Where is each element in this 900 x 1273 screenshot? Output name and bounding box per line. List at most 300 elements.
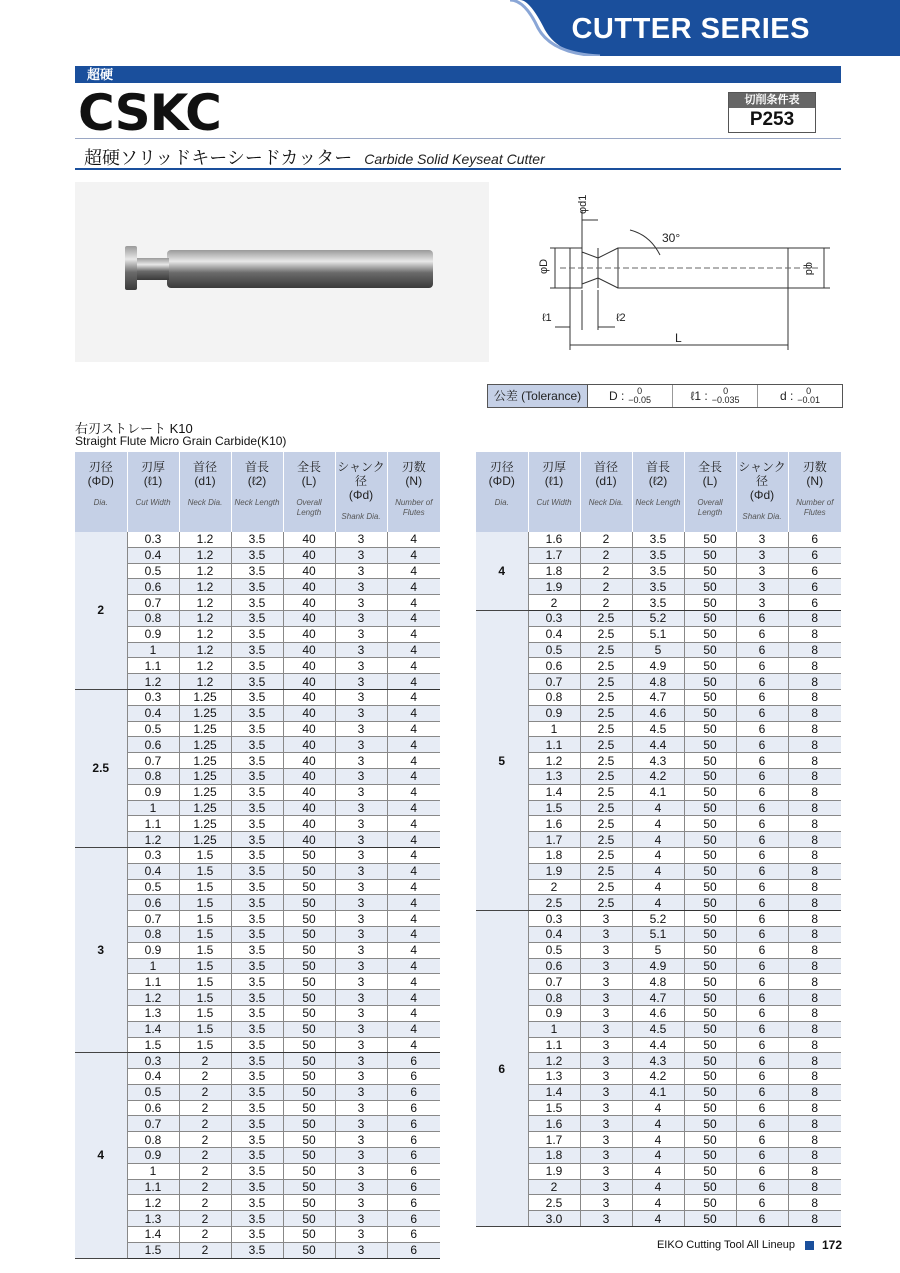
table-cell: 1.3 (528, 1069, 580, 1085)
table-cell: 3 (335, 1242, 387, 1258)
table-cell: 1.2 (127, 1195, 179, 1211)
table-cell: 0.5 (127, 721, 179, 737)
table-cell: 3 (335, 784, 387, 800)
table-cell: 3.5 (231, 1179, 283, 1195)
table-cell: 1.2 (179, 642, 231, 658)
table-cell: 2 (179, 1195, 231, 1211)
table-cell: 6 (736, 1148, 788, 1164)
table-row (75, 1069, 440, 1085)
dia-group-cell: 6 (476, 911, 528, 1227)
table-cell: 2 (179, 1211, 231, 1227)
table-row (75, 642, 440, 658)
table-row (75, 1148, 440, 1164)
table-row (476, 753, 841, 769)
table-cell: 3.5 (231, 642, 283, 658)
table-cell: 4 (387, 784, 440, 800)
table-cell: 1.25 (179, 753, 231, 769)
table-row (75, 974, 440, 990)
table-cell: 6 (736, 1037, 788, 1053)
table-cell: 0.5 (528, 642, 580, 658)
table-row (476, 595, 841, 611)
dia-group-cell: 2 (75, 532, 127, 689)
table-row (75, 579, 440, 595)
table-cell: 4 (632, 1195, 684, 1211)
table-cell: 8 (788, 658, 841, 674)
table-cell: 50 (684, 563, 736, 579)
table-cell: 0.7 (528, 674, 580, 690)
table-row (75, 1179, 440, 1195)
table-cell: 0.9 (127, 942, 179, 958)
table-cell: 6 (387, 1195, 440, 1211)
table-cell: 3 (335, 847, 387, 863)
table-cell: 5.2 (632, 911, 684, 927)
table-row (476, 1053, 841, 1069)
table-cell: 50 (684, 1195, 736, 1211)
table-cell: 4 (387, 658, 440, 674)
table-cell: 6 (387, 1242, 440, 1258)
table-cell: 6 (788, 579, 841, 595)
table-cell: 4.5 (632, 1021, 684, 1037)
table-cell: 1.25 (179, 737, 231, 753)
table-cell: 50 (684, 1132, 736, 1148)
table-cell: 3.5 (231, 847, 283, 863)
table-cell: 5 (632, 942, 684, 958)
table-cell: 3 (335, 1195, 387, 1211)
table-cell: 50 (283, 1116, 335, 1132)
table-cell: 0.5 (127, 563, 179, 579)
table-cell: 50 (684, 705, 736, 721)
table-cell: 3 (335, 863, 387, 879)
table-cell: 50 (684, 610, 736, 626)
table-cell: 6 (736, 1069, 788, 1085)
dim-D-label: φD (538, 258, 550, 274)
table-cell: 1.2 (528, 1053, 580, 1069)
table-row (476, 863, 841, 879)
product-subtitle (84, 144, 545, 170)
table-cell: 6 (736, 926, 788, 942)
table-cell: 8 (788, 1195, 841, 1211)
column-header: 首径 (d1) Neck Dia. (179, 452, 231, 532)
table-cell: 8 (788, 847, 841, 863)
table-cell: 1.25 (179, 784, 231, 800)
table-cell: 3 (335, 626, 387, 642)
table-cell: 2.5 (580, 816, 632, 832)
table-cell: 6 (387, 1211, 440, 1227)
table-cell: 1.5 (179, 942, 231, 958)
table-cell: 0.7 (127, 595, 179, 611)
table-cell: 8 (788, 1005, 841, 1021)
table-cell: 0.4 (528, 626, 580, 642)
table-cell: 6 (788, 547, 841, 563)
table-cell: 6 (736, 610, 788, 626)
table-cell: 4 (632, 879, 684, 895)
table-cell: 3 (335, 1132, 387, 1148)
table-cell: 8 (788, 1148, 841, 1164)
table-cell: 40 (283, 642, 335, 658)
table-cell: 1.8 (528, 563, 580, 579)
table-row (75, 1195, 440, 1211)
table-cell: 0.9 (127, 784, 179, 800)
table-cell: 3 (335, 532, 387, 547)
table-cell: 50 (684, 863, 736, 879)
table-cell: 8 (788, 1069, 841, 1085)
table-cell: 0.9 (528, 705, 580, 721)
table-cell: 3 (335, 926, 387, 942)
table-row (75, 1100, 440, 1116)
table-cell: 3.5 (231, 610, 283, 626)
table-row (476, 895, 841, 911)
table-cell: 1.4 (528, 784, 580, 800)
table-cell: 1.6 (528, 532, 580, 547)
table-cell: 2 (528, 595, 580, 611)
table-row (75, 674, 440, 690)
table-cell: 3.5 (231, 1163, 283, 1179)
table-cell: 0.8 (528, 689, 580, 705)
table-row (476, 610, 841, 626)
table-cell: 0.3 (127, 847, 179, 863)
table-cell: 0.7 (127, 753, 179, 769)
table-row (476, 563, 841, 579)
table-cell: 50 (684, 768, 736, 784)
table-cell: 1.25 (179, 832, 231, 848)
table-cell: 4 (632, 863, 684, 879)
table-cell: 1.5 (179, 863, 231, 879)
table-cell: 0.8 (127, 926, 179, 942)
table-cell: 2 (179, 1179, 231, 1195)
table-cell: 3.5 (231, 705, 283, 721)
table-cell: 4 (387, 753, 440, 769)
cutting-conditions-page[interactable]: P253 (749, 109, 795, 130)
table-cell: 1.7 (528, 547, 580, 563)
table-cell: 0.8 (127, 1132, 179, 1148)
table-cell: 4.7 (632, 990, 684, 1006)
table-cell: 8 (788, 816, 841, 832)
table-cell: 1.5 (127, 1037, 179, 1053)
table-cell: 2 (528, 879, 580, 895)
table-cell: 1.9 (528, 863, 580, 879)
table-cell: 3.5 (231, 737, 283, 753)
table-row (75, 658, 440, 674)
table-cell: 50 (283, 911, 335, 927)
table-cell: 50 (684, 579, 736, 595)
table-cell: 8 (788, 800, 841, 816)
table-cell: 6 (736, 1005, 788, 1021)
table-row (476, 1148, 841, 1164)
table-cell: 1.5 (179, 847, 231, 863)
table-cell: 6 (736, 1132, 788, 1148)
table-cell: 3 (736, 563, 788, 579)
table-cell: 50 (684, 595, 736, 611)
table-cell: 6 (736, 737, 788, 753)
table-cell: 3.5 (632, 563, 684, 579)
table-row (75, 1242, 440, 1258)
table-cell: 5.1 (632, 926, 684, 942)
table-cell: 4 (632, 1100, 684, 1116)
table-cell: 50 (684, 642, 736, 658)
table-cell: 2.5 (580, 753, 632, 769)
table-cell: 3 (580, 1116, 632, 1132)
table-cell: 6 (736, 800, 788, 816)
table-cell: 3 (580, 911, 632, 927)
table-row (75, 847, 440, 863)
table-cell: 4 (387, 1005, 440, 1021)
table-cell: 8 (788, 1037, 841, 1053)
table-cell: 3.5 (231, 911, 283, 927)
table-cell: 3 (580, 958, 632, 974)
table-cell: 40 (283, 705, 335, 721)
table-cell: 50 (283, 926, 335, 942)
series-title: CUTTER SERIES (571, 13, 810, 45)
column-header: 首径 (d1) Neck Dia. (580, 452, 632, 532)
table-cell: 3.5 (231, 1100, 283, 1116)
table-cell: 50 (283, 974, 335, 990)
table-cell: 4 (632, 1116, 684, 1132)
section-title-jp: 右刃ストレート K10 (75, 421, 193, 436)
table-row (476, 784, 841, 800)
table-cell: 1.2 (179, 626, 231, 642)
table-cell: 50 (283, 863, 335, 879)
table-cell: 6 (736, 705, 788, 721)
table-cell: 4.4 (632, 1037, 684, 1053)
footer-square-icon (805, 1241, 814, 1250)
table-row (75, 800, 440, 816)
table-cell: 3 (580, 990, 632, 1006)
table-cell: 40 (283, 784, 335, 800)
dim-d1-label: φd1 (577, 194, 589, 214)
table-cell: 8 (788, 1084, 841, 1100)
table-cell: 2 (580, 563, 632, 579)
table-cell: 1 (528, 1021, 580, 1037)
dimension-diagram (520, 190, 840, 360)
table-header-row (476, 452, 841, 532)
table-cell: 3 (580, 1100, 632, 1116)
table-cell: 50 (684, 800, 736, 816)
table-row (476, 1005, 841, 1021)
table-cell: 3 (335, 753, 387, 769)
table-cell: 3 (335, 642, 387, 658)
table-cell: 3.5 (231, 532, 283, 547)
category-label: 超硬 (87, 67, 114, 82)
table-cell: 50 (684, 926, 736, 942)
table-cell: 6 (736, 816, 788, 832)
table-cell: 2 (179, 1116, 231, 1132)
table-cell: 3 (335, 737, 387, 753)
table-cell: 2.5 (580, 658, 632, 674)
table-cell: 4.9 (632, 958, 684, 974)
table-row (476, 1132, 841, 1148)
section-title-en: Straight Flute Micro Grain Carbide(K10) (75, 434, 287, 448)
table-cell: 4 (387, 705, 440, 721)
table-cell: 0.6 (528, 658, 580, 674)
table-cell: 6 (387, 1116, 440, 1132)
table-cell: 4 (387, 768, 440, 784)
table-cell: 50 (283, 1053, 335, 1069)
table-cell: 1.5 (528, 1100, 580, 1116)
table-cell: 5.2 (632, 610, 684, 626)
table-cell: 3 (580, 1005, 632, 1021)
table-cell: 50 (684, 879, 736, 895)
table-row (75, 990, 440, 1006)
table-cell: 6 (788, 595, 841, 611)
table-cell: 0.8 (127, 768, 179, 784)
table-cell: 8 (788, 626, 841, 642)
table-cell: 0.6 (127, 895, 179, 911)
table-row (75, 1021, 440, 1037)
table-cell: 4 (387, 721, 440, 737)
table-row (75, 563, 440, 579)
table-row (75, 832, 440, 848)
table-cell: 50 (684, 911, 736, 927)
table-cell: 6 (736, 1195, 788, 1211)
table-cell: 4.6 (632, 705, 684, 721)
table-cell: 6 (788, 563, 841, 579)
table-cell: 50 (684, 1053, 736, 1069)
table-cell: 1.4 (127, 1021, 179, 1037)
table-cell: 1.2 (127, 674, 179, 690)
table-cell: 1.4 (528, 1084, 580, 1100)
dia-group-cell: 2.5 (75, 689, 127, 847)
table-cell: 0.6 (127, 737, 179, 753)
column-header: 刃数 (N) Number of Flutes (788, 452, 841, 532)
table-cell: 1 (528, 721, 580, 737)
tolerance-label: 公差 (Tolerance) (488, 385, 588, 407)
table-cell: 6 (736, 689, 788, 705)
table-cell: 3 (580, 1179, 632, 1195)
table-cell: 6 (736, 658, 788, 674)
table-cell: 0.3 (127, 532, 179, 547)
table-cell: 5.1 (632, 626, 684, 642)
dim-l1-label: ℓ1 (542, 312, 552, 324)
table-cell: 2.5 (580, 784, 632, 800)
table-cell: 8 (788, 911, 841, 927)
table-cell: 3.5 (231, 674, 283, 690)
table-row (75, 689, 440, 705)
table-cell: 4 (387, 737, 440, 753)
table-cell: 0.4 (528, 926, 580, 942)
table-cell: 4 (632, 800, 684, 816)
table-row (75, 784, 440, 800)
table-cell: 6 (736, 958, 788, 974)
table-cell: 4 (632, 1163, 684, 1179)
table-cell: 3.5 (231, 800, 283, 816)
table-cell: 8 (788, 879, 841, 895)
table-cell: 2.5 (528, 895, 580, 911)
table-cell: 1.3 (127, 1005, 179, 1021)
table-cell: 4 (387, 974, 440, 990)
table-cell: 50 (283, 1211, 335, 1227)
table-cell: 3 (335, 579, 387, 595)
table-cell: 3.5 (231, 753, 283, 769)
table-cell: 3 (335, 895, 387, 911)
table-row (75, 1037, 440, 1053)
table-cell: 8 (788, 832, 841, 848)
table-cell: 40 (283, 547, 335, 563)
table-cell: 50 (283, 847, 335, 863)
table-cell: 6 (736, 863, 788, 879)
table-cell: 3.5 (231, 1227, 283, 1243)
table-cell: 40 (283, 563, 335, 579)
table-cell: 6 (736, 1084, 788, 1100)
dim-d-label: φd (803, 262, 815, 276)
table-cell: 2.5 (580, 737, 632, 753)
table-cell: 3.5 (231, 1021, 283, 1037)
table-cell: 1.5 (179, 911, 231, 927)
table-cell: 3 (335, 1069, 387, 1085)
cutting-conditions-ref[interactable] (728, 92, 816, 133)
table-cell: 40 (283, 753, 335, 769)
table-cell: 4 (387, 863, 440, 879)
table-cell: 1.9 (528, 1163, 580, 1179)
table-cell: 3.5 (231, 1195, 283, 1211)
table-cell: 8 (788, 942, 841, 958)
table-row (75, 942, 440, 958)
column-header: シャンク径 (Φd) Shank Dia. (736, 452, 788, 532)
table-cell: 8 (788, 737, 841, 753)
table-cell: 0.8 (528, 990, 580, 1006)
table-cell: 2 (580, 595, 632, 611)
table-cell: 0.4 (127, 863, 179, 879)
table-cell: 3.5 (231, 816, 283, 832)
table-cell: 3 (335, 958, 387, 974)
table-cell: 40 (283, 800, 335, 816)
table-cell: 50 (283, 1005, 335, 1021)
table-cell: 3 (335, 674, 387, 690)
table-row (476, 832, 841, 848)
table-cell: 8 (788, 610, 841, 626)
table-cell: 50 (684, 532, 736, 547)
table-cell: 4 (387, 532, 440, 547)
table-row (476, 1195, 841, 1211)
table-cell: 4 (387, 942, 440, 958)
table-cell: 1.2 (127, 832, 179, 848)
table-row (75, 737, 440, 753)
table-cell: 1.1 (127, 1179, 179, 1195)
table-row (476, 642, 841, 658)
table-cell: 1.3 (127, 1211, 179, 1227)
table-cell: 3 (335, 1037, 387, 1053)
table-cell: 50 (684, 1163, 736, 1179)
table-cell: 3.5 (231, 626, 283, 642)
table-row (75, 911, 440, 927)
table-cell: 1.25 (179, 689, 231, 705)
table-row (476, 879, 841, 895)
table-cell: 50 (684, 1179, 736, 1195)
table-cell: 50 (283, 1069, 335, 1085)
table-cell: 4 (387, 563, 440, 579)
table-cell: 40 (283, 674, 335, 690)
table-cell: 3 (580, 942, 632, 958)
table-cell: 3 (335, 547, 387, 563)
table-cell: 50 (283, 1132, 335, 1148)
table-cell: 3.5 (231, 689, 283, 705)
table-cell: 1.2 (179, 563, 231, 579)
table-cell: 2.5 (580, 689, 632, 705)
table-cell: 4.2 (632, 1069, 684, 1085)
table-row (476, 1021, 841, 1037)
table-cell: 8 (788, 689, 841, 705)
dia-group-cell: 5 (476, 610, 528, 910)
table-cell: 0.3 (127, 689, 179, 705)
table-cell: 40 (283, 737, 335, 753)
table-row (75, 1227, 440, 1243)
table-cell: 3 (736, 579, 788, 595)
column-header: 首長 (ℓ2) Neck Length (632, 452, 684, 532)
table-cell: 6 (736, 879, 788, 895)
table-cell: 4 (632, 895, 684, 911)
table-cell: 0.5 (528, 942, 580, 958)
table-cell: 1.2 (179, 658, 231, 674)
table-cell: 3 (335, 1211, 387, 1227)
